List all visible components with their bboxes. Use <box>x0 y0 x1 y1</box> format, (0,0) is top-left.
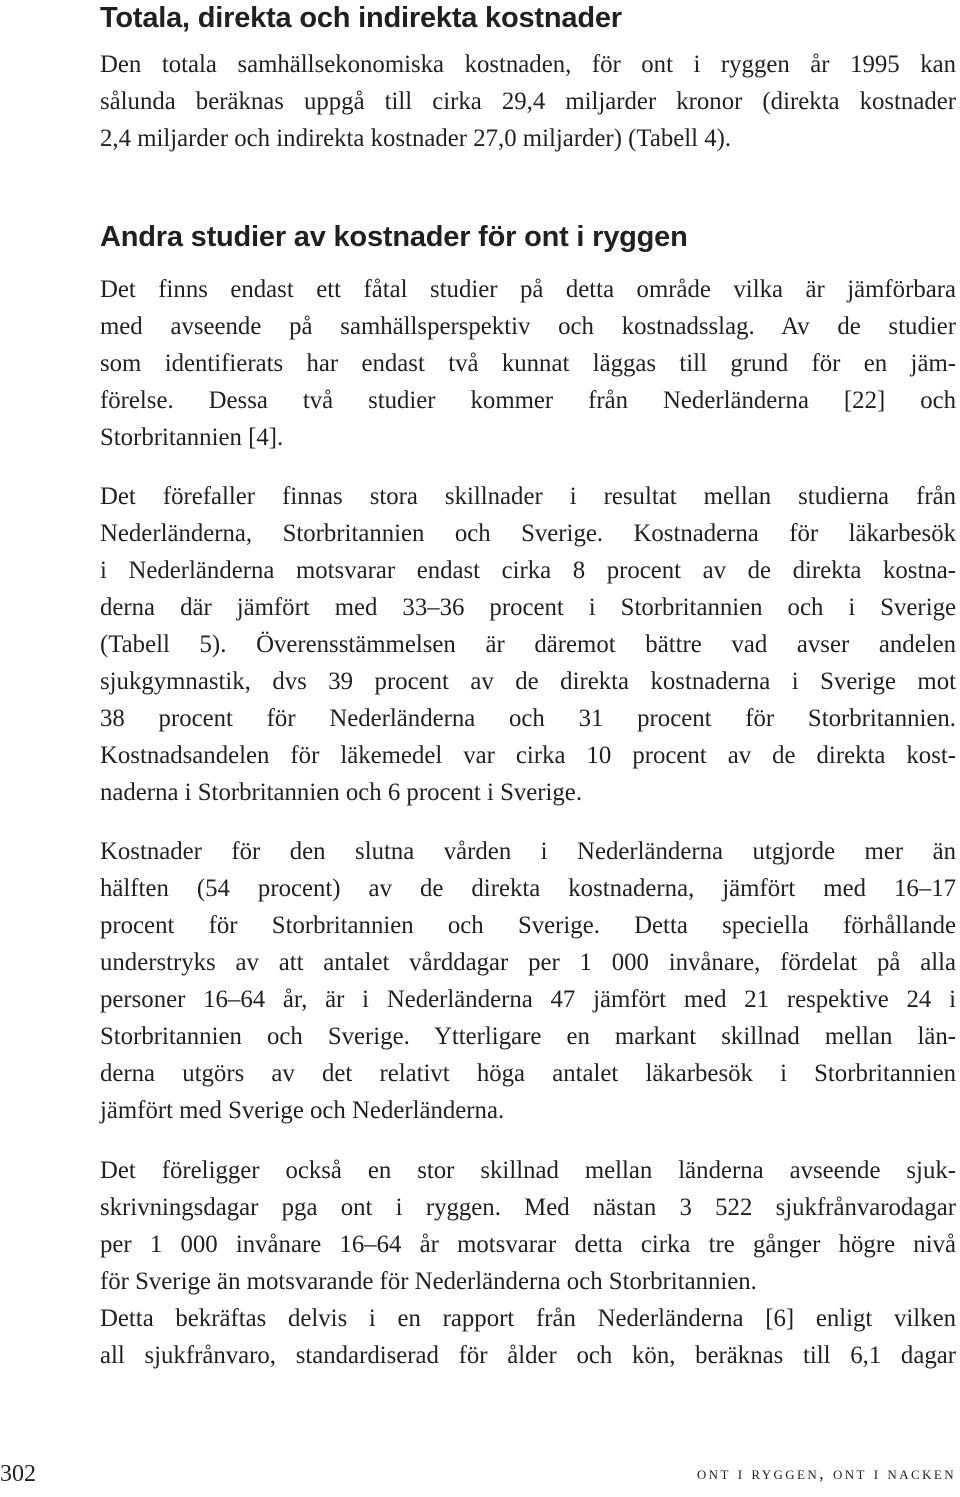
text-line: Det förefaller finnas stora skillnader i resultat mellan studierna från <box>100 483 956 510</box>
text-line: Detta bekräftas delvis i en rapport från Nederländerna [6] enligt vilken <box>100 1305 956 1332</box>
section-heading-andra-studier: Andra studier av kostnader för ont i ryggen <box>100 221 688 253</box>
text-line: 2,4 miljarder och indirekta kostnader 27,0 miljarder) (Tabell 4). <box>100 125 732 152</box>
text-line: Kostnader för den slutna vården i Nederländerna utgjorde mer än <box>100 838 956 865</box>
running-head: ont i ryggen, ont i nacken <box>696 1463 956 1483</box>
text-line: skrivningsdagar pga ont i ryggen. Med nästan 3 522 sjukfrånvarodagar <box>100 1194 956 1221</box>
text-line: Storbritannien [4]. <box>100 424 284 451</box>
text-line: personer 16–64 år, är i Nederländerna 47 jämfört med 21 respektive 24 i <box>100 986 956 1013</box>
text-line: derna där jämfört med 33–36 procent i Storbritannien och i Sverige <box>100 594 956 621</box>
text-line: Storbritannien och Sverige. Ytterligare en markant skillnad mellan län- <box>100 1023 956 1050</box>
text-line: procent för Storbritannien och Sverige. Detta speciella förhållande <box>100 912 956 939</box>
paragraph-skillnader <box>100 478 956 811</box>
text-line: Den totala samhällsekonomiska kostnaden, för ont i ryggen år 1995 kan <box>100 51 956 78</box>
text-line: understryks av att antalet vårddagar per 1 000 invånare, fördelat på alla <box>100 949 956 976</box>
text-line: Kostnadsandelen för läkemedel var cirka 10 procent av de direkta kost- <box>100 742 956 769</box>
text-line: Det finns endast ett fåtal studier på detta område vilka är jämförbara <box>100 276 956 303</box>
text-line: Det föreligger också en stor skillnad mellan länderna avseende sjuk- <box>100 1157 956 1184</box>
paragraph-andra-studier <box>100 271 956 456</box>
text-line: naderna i Storbritannien och 6 procent i Sverige. <box>100 779 583 806</box>
page-number: 302 <box>0 1461 36 1487</box>
text-line: jämfört med Sverige och Nederländerna. <box>100 1097 505 1124</box>
text-line: som identifierats har endast två kunnat läggas till grund för en jäm- <box>100 350 956 377</box>
text-line: med avseende på samhällsperspektiv och kostnadsslag. Av de studier <box>100 313 956 340</box>
text-line: förelse. Dessa två studier kommer från Nederländerna [22] och <box>100 387 956 414</box>
text-line: sålunda beräknas uppgå till cirka 29,4 miljarder kronor (direkta kostnader <box>100 88 956 115</box>
text-line: (Tabell 5). Överensstämmelsen är däremot bättre vad avser andelen <box>100 631 956 658</box>
paragraph-sjukskrivning <box>100 1152 956 1374</box>
text-line: derna utgörs av det relativt höga antalet läkarbesök i Storbritannien <box>100 1060 956 1087</box>
text-line: all sjukfrånvaro, standardiserad för ålder och kön, beräknas till 6,1 dagar <box>100 1342 956 1369</box>
text-line: för Sverige än motsvarande för Nederländerna och Storbritannien. <box>100 1268 757 1295</box>
paragraph-sluten-vard <box>100 833 956 1129</box>
text-line: per 1 000 invånare 16–64 år motsvarar detta cirka tre gånger högre nivå <box>100 1231 956 1258</box>
text-line: i Nederländerna motsvarar endast cirka 8 procent av de direkta kostna- <box>100 557 956 584</box>
text-line: Nederländerna, Storbritannien och Sverige. Kostnaderna för läkarbesök <box>100 520 956 547</box>
section-heading-totala: Totala, direkta och indirekta kostnader <box>100 2 622 34</box>
text-line: 38 procent för Nederländerna och 31 procent för Storbritannien. <box>100 705 956 732</box>
paragraph-totala <box>100 46 956 157</box>
text-line: hälften (54 procent) av de direkta kostnaderna, jämfört med 16–17 <box>100 875 956 902</box>
text-line: sjukgymnastik, dvs 39 procent av de direkta kostnaderna i Sverige mot <box>100 668 956 695</box>
